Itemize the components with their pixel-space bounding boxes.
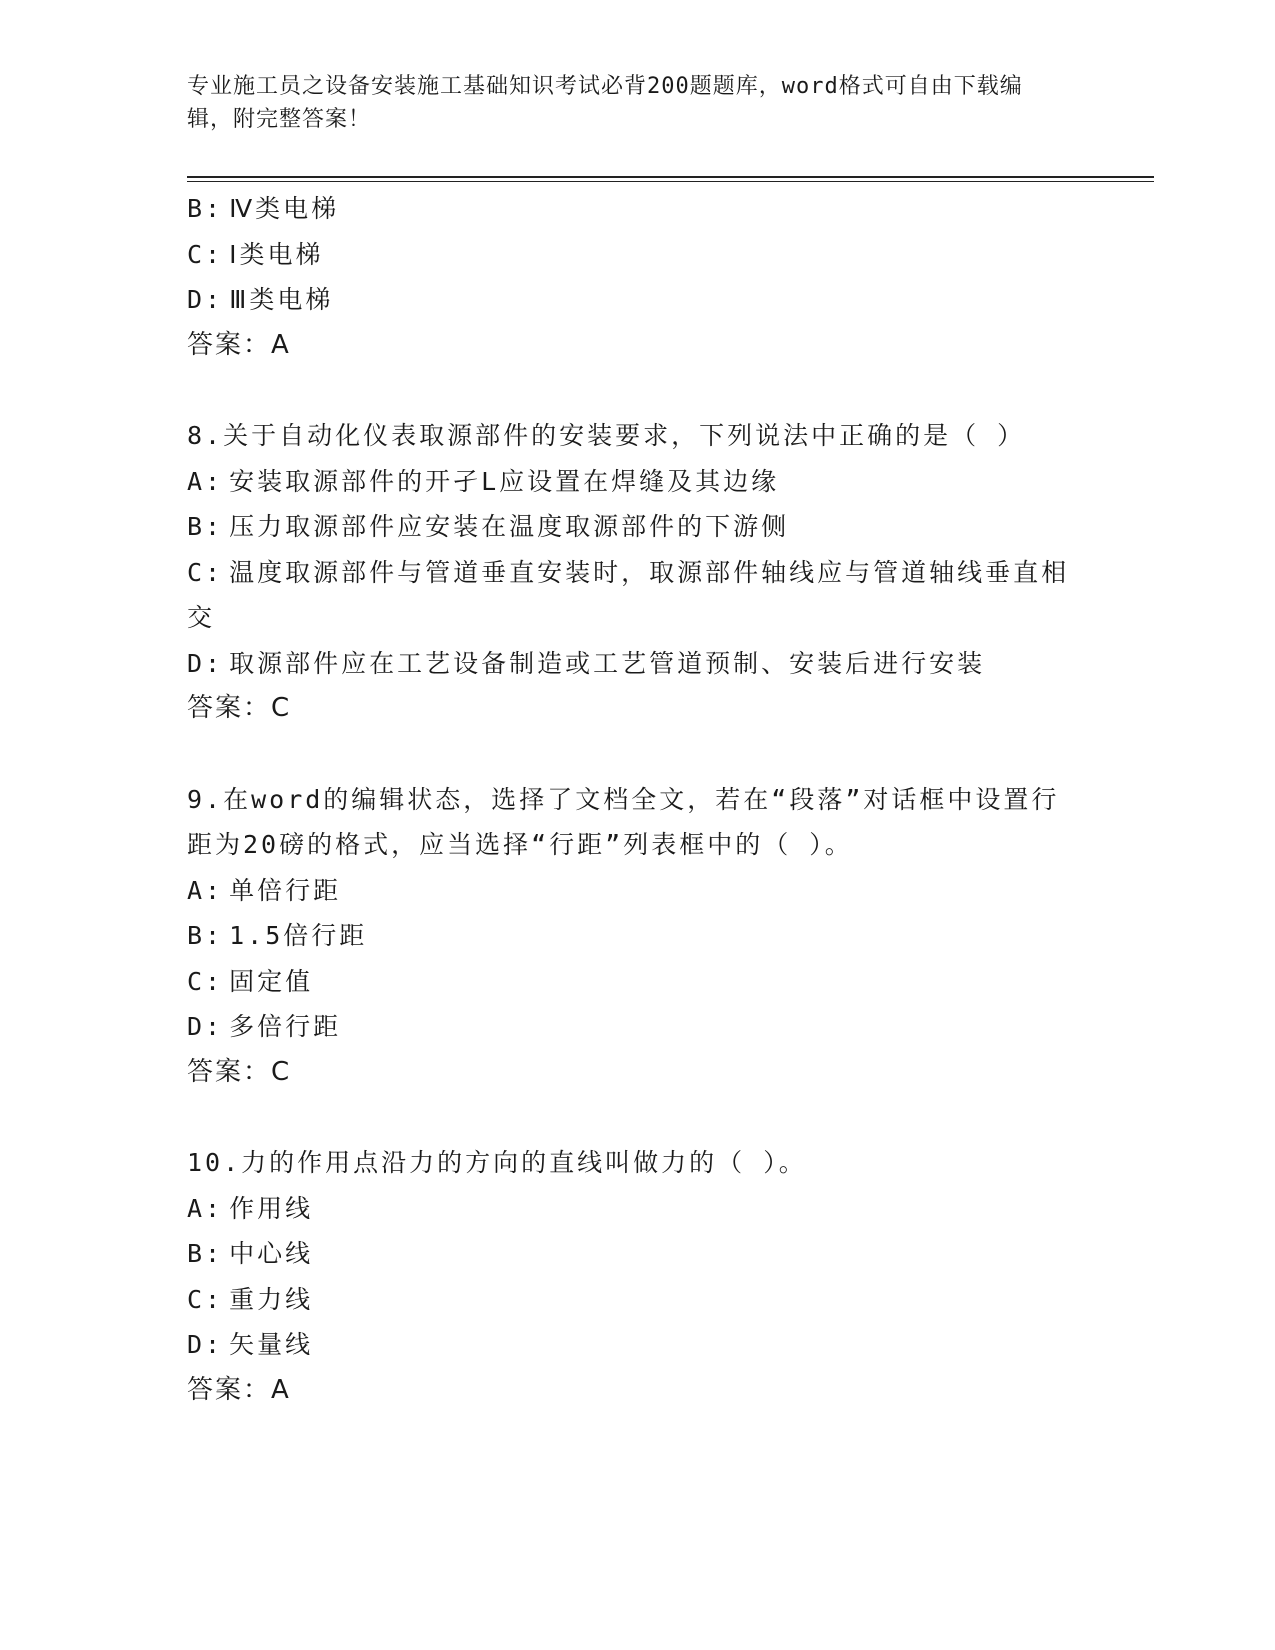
option-prefix: A:: [187, 1193, 224, 1223]
option-prefix: C:: [187, 966, 224, 996]
option-prefix: D:: [187, 285, 224, 314]
option-prefix: A:: [187, 466, 224, 496]
option-a: [187, 1186, 1087, 1232]
option-prefix: D:: [187, 648, 224, 678]
option-d: [187, 1004, 1087, 1050]
question-fragment: [187, 186, 1087, 368]
option-text: 固定值: [229, 966, 314, 996]
question-9: [187, 777, 1087, 1096]
option-text: 压力取源部件应安装在温度取源部件的下游侧: [229, 512, 790, 541]
question-stem: 9.在word的编辑状态，选择了文档全文，若在“段落”对话框中设置行距为20磅的格式，应当选择“行距”列表框中的（ ）。: [187, 784, 1060, 859]
option-a: [187, 459, 1087, 505]
option-text: 单倍行距: [229, 875, 342, 905]
option-d: [187, 277, 1087, 323]
option-text: 矢量线: [229, 1330, 314, 1359]
option-prefix: A:: [187, 875, 224, 905]
page-header: 专业施工员之设备安装施工基础知识考试必背200题题库，word格式可自由下载编辑，附完整答案！: [187, 74, 1023, 132]
option-text: Ⅰ类电梯: [229, 239, 324, 269]
option-prefix: D:: [187, 1330, 224, 1359]
option-text: Ⅳ类电梯: [229, 194, 340, 223]
option-text: 中心线: [229, 1239, 314, 1268]
option-b: [187, 186, 1087, 232]
option-b: [187, 1231, 1087, 1277]
question-8: [187, 413, 1087, 732]
option-c: [187, 550, 1087, 641]
option-text: 重力线: [229, 1284, 314, 1314]
option-text: Ⅲ类电梯: [229, 285, 334, 314]
option-c: [187, 1277, 1087, 1323]
question-stem: 10.力的作用点沿力的方向的直线叫做力的（ ）。: [187, 1148, 807, 1177]
answer-line: 答案：A: [187, 329, 291, 360]
option-d: [187, 1322, 1087, 1368]
question-10: [187, 1140, 1087, 1413]
option-b: [187, 504, 1087, 550]
option-a: [187, 868, 1087, 914]
option-prefix: B:: [187, 194, 224, 223]
option-prefix: B:: [187, 512, 224, 541]
option-text: 取源部件应在工艺设备制造或工艺管道预制、安装后进行安装: [229, 648, 986, 678]
option-text: 作用线: [229, 1193, 314, 1223]
option-text: 安装取源部件的开孑L应设置在焊缝及其边缘: [229, 466, 780, 496]
option-text: 温度取源部件与管道垂直安装时，取源部件轴线应与管道轴线垂直相交: [187, 557, 1070, 632]
option-c: [187, 232, 1087, 278]
option-d: [187, 641, 1087, 687]
header-divider: [187, 176, 1154, 182]
option-c: [187, 959, 1087, 1005]
answer-line: 答案：A: [187, 1374, 291, 1405]
option-text: 1.5倍行距: [229, 921, 368, 950]
option-prefix: C:: [187, 239, 224, 269]
option-prefix: D:: [187, 1012, 224, 1041]
option-prefix: B:: [187, 1239, 224, 1268]
option-b: [187, 913, 1087, 959]
answer-line: 答案：C: [187, 693, 292, 723]
answer-line: 答案：C: [187, 1056, 292, 1087]
option-text: 多倍行距: [229, 1012, 342, 1041]
option-prefix: B:: [187, 921, 224, 950]
option-prefix: C:: [187, 1284, 224, 1314]
document-body: [187, 186, 1087, 1413]
question-stem: 8.关于自动化仪表取源部件的安装要求，下列说法中正确的是（ ）: [187, 421, 1026, 450]
option-prefix: C:: [187, 557, 224, 587]
